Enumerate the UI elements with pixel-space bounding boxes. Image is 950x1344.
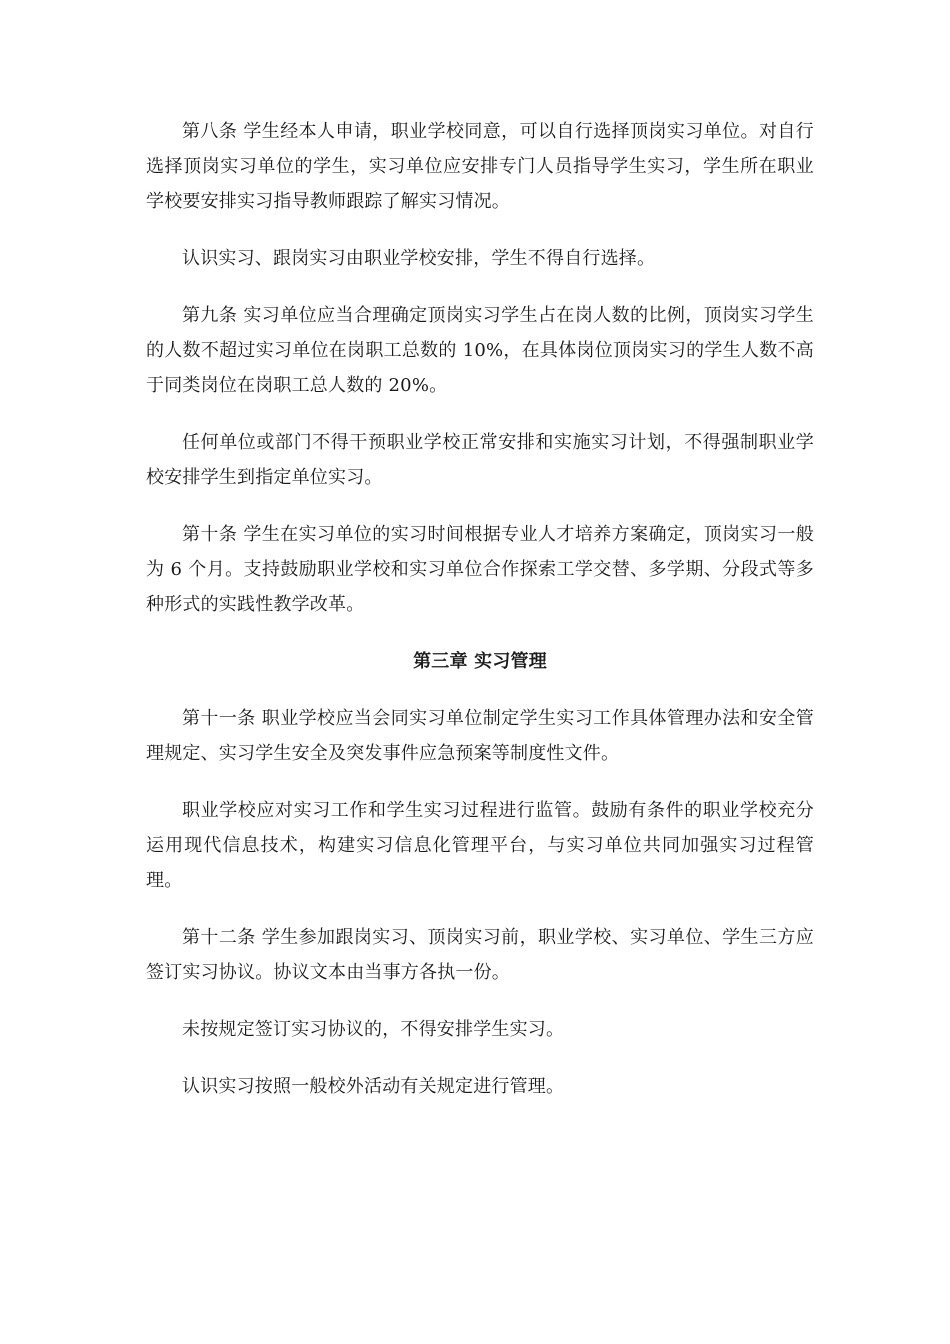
article-8-paragraph: 第八条 学生经本人申请，职业学校同意，可以自行选择顶岗实习单位。对自行选择顶岗实习单位的学生，实习单位应安排专门人员指导学生实习，学生所在职业学校要安排实习指导教师跟踪了解实习情况。 (146, 121, 814, 212)
chapter-heading: 第三章 实习管理 (413, 651, 547, 672)
article-10-paragraph: 第十条 学生在实习单位的实习时间根据专业人才培养方案确定，顶岗实习一般为 6 个月。支持鼓励职业学校和实习单位合作探索工学交替、多学期、分段式等多种形式的实践性教学改革。 (146, 524, 814, 615)
article-11-paragraph: 第十一条 职业学校应当会同实习单位制定学生实习工作具体管理办法和安全管理规定、实习学生安全及突发事件应急预案等制度性文件。 (146, 708, 814, 764)
article-12-note2-paragraph: 认识实习按照一般校外活动有关规定进行管理。 (182, 1076, 565, 1097)
article-9-paragraph: 第九条 实习单位应当合理确定顶岗实习学生占在岗人数的比例，顶岗实习学生的人数不超过实习单位在岗职工总数的 10%，在具体岗位顶岗实习的学生人数不高于同类岗位在岗职工总人数的 20%。 (146, 305, 814, 396)
document-body (146, 114, 814, 1126)
article-8-note-paragraph: 认识实习、跟岗实习由职业学校安排，学生不得自行选择。 (182, 248, 656, 269)
article-9-note-paragraph: 任何单位或部门不得干预职业学校正常安排和实施实习计划，不得强制职业学校安排学生到指定单位实习。 (146, 432, 814, 488)
article-12-note-paragraph: 未按规定签订实习协议的，不得安排学生实习。 (182, 1019, 565, 1040)
article-11-note-paragraph: 职业学校应对实习工作和学生实习过程进行监管。鼓励有条件的职业学校充分运用现代信息技术，构建实习信息化管理平台，与实习单位共同加强实习过程管理。 (146, 800, 814, 891)
article-12-paragraph: 第十二条 学生参加跟岗实习、顶岗实习前，职业学校、实习单位、学生三方应签订实习协议。协议文本由当事方各执一份。 (146, 927, 814, 983)
